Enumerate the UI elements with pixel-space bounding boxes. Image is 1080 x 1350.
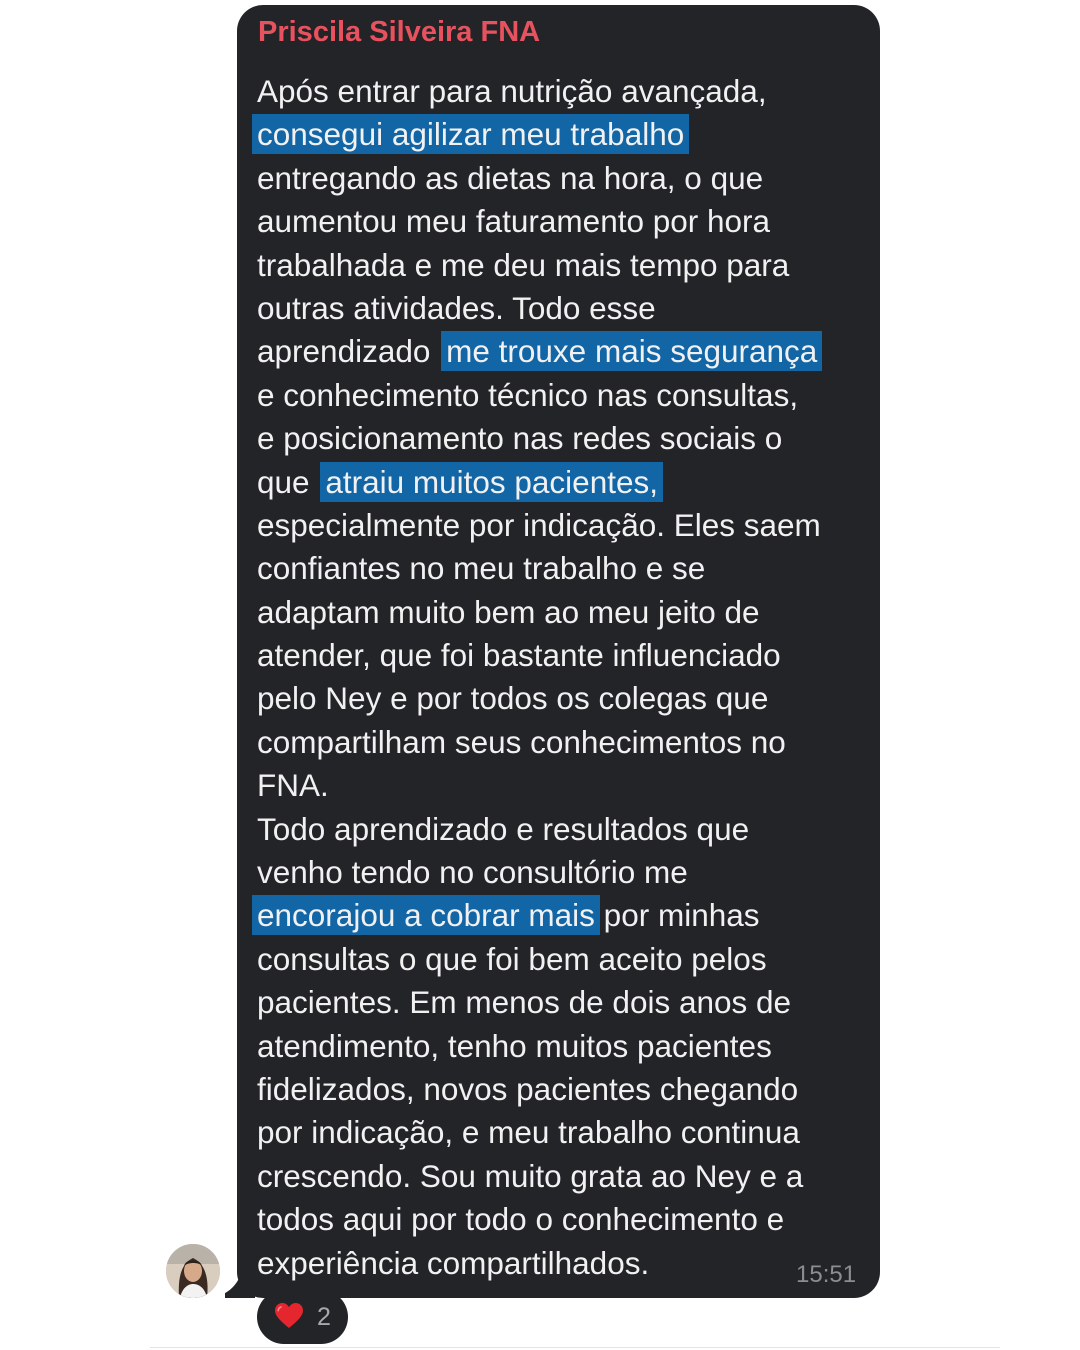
message-line (257, 591, 862, 634)
message-text-segment: entregando as dietas na hora, o que (257, 159, 764, 196)
message-text-segment: aumentou meu faturamento por hora (257, 203, 771, 240)
message-text-segment: pelo Ney e por todos os colegas que (257, 680, 769, 717)
highlighted-text: me trouxe mais segurança (441, 331, 822, 371)
message-line (257, 287, 862, 330)
message-line (257, 113, 862, 156)
message-line (257, 1111, 862, 1154)
message-text-segment: especialmente por indicação. Eles saem (257, 506, 821, 543)
message-text-segment: compartilham seus conhecimentos no (257, 723, 786, 760)
message-text-segment: FNA. (257, 767, 329, 804)
message-line (257, 504, 862, 547)
message-timestamp: 15:51 (796, 1261, 857, 1288)
message-line (257, 677, 862, 720)
avatar-image (166, 1244, 220, 1298)
message-line (257, 808, 862, 851)
message-text-segment: por indicação, e meu trabalho continua (257, 1114, 800, 1151)
reaction-count: 2 (317, 1303, 331, 1331)
reaction-pill[interactable] (257, 1290, 348, 1344)
message-line (257, 1025, 862, 1068)
sender-name[interactable]: Priscila Silveira FNA (258, 16, 541, 48)
message-text-segment: atendimento, tenho muitos pacientes (257, 1027, 772, 1064)
message-text-segment: confiantes no meu trabalho e se (257, 550, 706, 587)
message-text-segment: por minhas (594, 897, 760, 934)
message-text-segment: e conhecimento técnico nas consultas, (257, 376, 799, 413)
red-heart-icon (275, 1303, 303, 1329)
message-line (257, 721, 862, 764)
message-line (257, 1155, 862, 1198)
message-line (257, 851, 862, 894)
message-line (257, 938, 862, 981)
message-text-segment: outras atividades. Todo esse (257, 289, 656, 326)
message-line (257, 200, 862, 243)
message-text-segment: adaptam muito bem ao meu jeito de (257, 593, 760, 630)
message-line (257, 1198, 862, 1241)
message-text-segment: pacientes. Em menos de dois anos de (257, 984, 792, 1021)
message-line (257, 330, 862, 373)
message-line (257, 1242, 862, 1285)
message-text-segment: que (257, 463, 319, 500)
message-text-segment: trabalhada e me deu mais tempo para (257, 246, 790, 283)
message-text-segment: experiência compartilhados. (257, 1244, 650, 1281)
message-line (257, 1068, 862, 1111)
highlighted-text: encorajou a cobrar mais (252, 895, 600, 935)
message-text-segment: todos aqui por todo o conhecimento e (257, 1201, 785, 1238)
message-line (257, 244, 862, 287)
message-line (257, 981, 862, 1024)
message-line (257, 547, 862, 590)
message-line (257, 764, 862, 807)
message-text-segment: aprendizado (257, 333, 440, 370)
message-line (257, 417, 862, 460)
message-line (257, 70, 862, 113)
message-line (257, 894, 862, 937)
message-line (257, 374, 862, 417)
highlighted-text: consegui agilizar meu trabalho (252, 114, 689, 154)
divider (150, 1347, 1000, 1348)
message-text-segment: e posicionamento nas redes sociais o (257, 420, 783, 457)
message-line (257, 461, 862, 504)
message-text-segment: consultas o que foi bem aceito pelos (257, 940, 767, 977)
message-text-segment: Após entrar para nutrição avançada, (257, 73, 767, 109)
message-text-segment: atender, que foi bastante influenciado (257, 637, 781, 674)
message-text-segment: Todo aprendizado e resultados que (257, 810, 750, 847)
message-text-segment: fidelizados, novos pacientes chegando (257, 1070, 799, 1107)
message-text-segment: crescendo. Sou muito grata ao Ney e a (257, 1157, 804, 1194)
message-line (257, 157, 862, 200)
avatar[interactable] (166, 1244, 220, 1298)
message-line (257, 634, 862, 677)
highlighted-text: atraiu muitos pacientes, (320, 462, 663, 502)
message-text-segment: venho tendo no consultório me (257, 854, 688, 891)
message-text (257, 70, 862, 1285)
